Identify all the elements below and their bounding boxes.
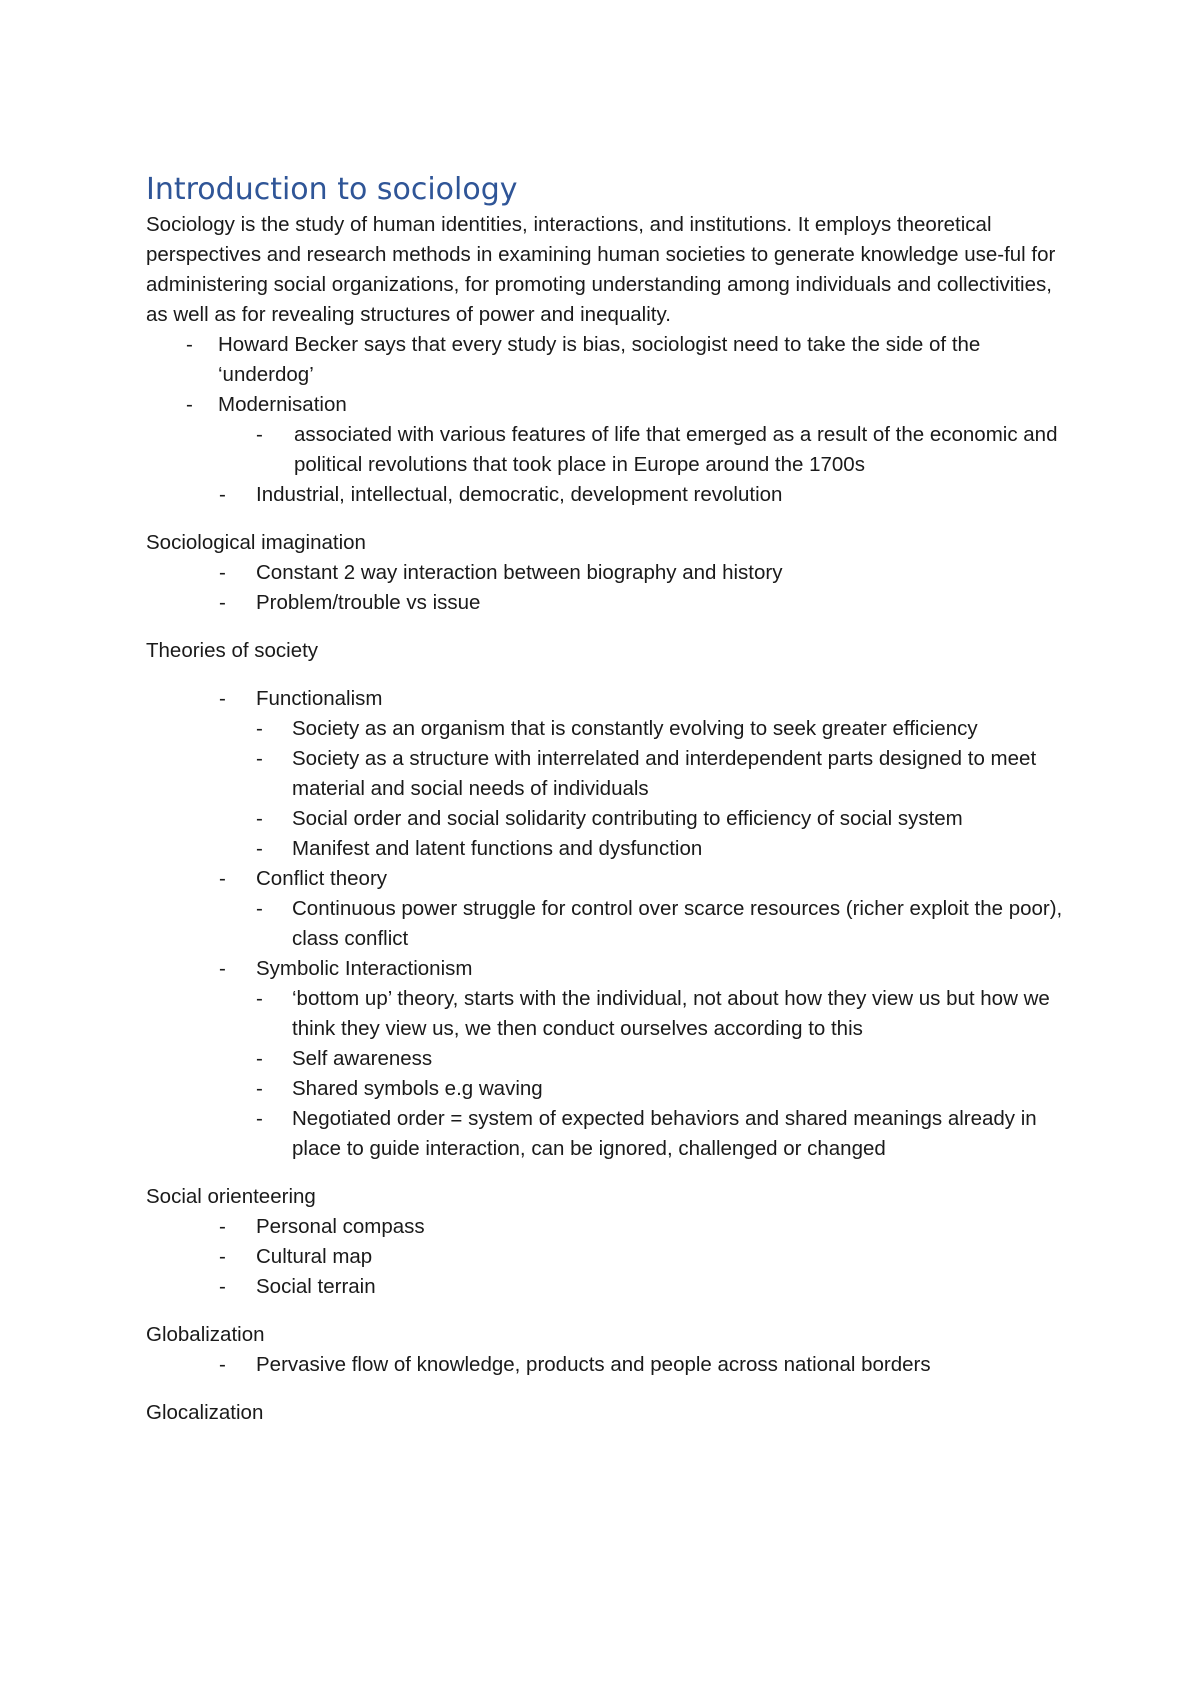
list-dash: -: [256, 897, 263, 920]
list-item-text: Industrial, intellectual, democratic, development revolution: [256, 483, 783, 506]
list-dash: -: [256, 807, 263, 830]
list-item-text: Pervasive flow of knowledge, products and people across national borders: [256, 1353, 931, 1376]
list-item-text: Manifest and latent functions and dysfunction: [292, 837, 703, 860]
list-item-text: Society as an organism that is constantly evolving to seek greater efficiency: [292, 717, 978, 740]
list-item: [146, 1272, 1076, 1302]
list-item-text: Society as a structure with interrelated and interdependent parts designed to meet material and social needs of individuals: [292, 747, 1037, 800]
list-item-text: Shared symbols e.g waving: [292, 1077, 543, 1100]
list-dash: -: [186, 333, 193, 356]
list-item: [146, 684, 1076, 714]
list-item: [146, 330, 1076, 390]
list-item: [146, 558, 1076, 588]
list-item: [146, 714, 1076, 744]
list-dash: -: [219, 1353, 226, 1376]
list-item: [146, 1350, 1076, 1380]
list-item: [146, 984, 1076, 1044]
list-item-text: Howard Becker says that every study is bias, sociologist need to take the side of the ‘underdog’: [218, 333, 981, 386]
list-item: [146, 894, 1076, 954]
list-item-text: Continuous power struggle for control over scarce resources (richer exploit the poor), class conflict: [292, 897, 1063, 950]
document-page: [146, 170, 1076, 1428]
list-dash: -: [256, 987, 263, 1010]
section-heading-glocalization: Glocalization: [146, 1401, 264, 1424]
section-heading-social-orienteering: Social orienteering: [146, 1185, 316, 1208]
list-dash: -: [219, 687, 226, 710]
list-item: [146, 390, 1076, 420]
list-dash: -: [256, 837, 263, 860]
list-dash: -: [256, 717, 263, 740]
section-heading-sociological-imagination: Sociological imagination: [146, 531, 366, 554]
list-dash: -: [256, 747, 263, 770]
list-item-text: Social order and social solidarity contributing to efficiency of social system: [292, 807, 963, 830]
list-item: [146, 480, 1076, 510]
section-heading-theories-of-society: Theories of society: [146, 639, 319, 662]
list-item: [146, 744, 1076, 804]
list-item-text: Constant 2 way interaction between biography and history: [256, 561, 783, 584]
list-item: [146, 588, 1076, 618]
list-dash: -: [219, 957, 226, 980]
list-item: [146, 420, 1076, 480]
list-item-text: Self awareness: [292, 1047, 433, 1070]
list-item: [146, 1104, 1076, 1164]
list-dash: -: [219, 561, 226, 584]
list-item: [146, 1242, 1076, 1272]
list-item-text: Modernisation: [218, 393, 347, 416]
list-item-text: Cultural map: [256, 1245, 373, 1268]
list-item: [146, 804, 1076, 834]
list-dash: -: [219, 483, 226, 506]
list-item: [146, 1212, 1076, 1242]
section-heading-globalization: Globalization: [146, 1323, 265, 1346]
list-item-text: Functionalism: [256, 687, 383, 710]
list-dash: -: [256, 1077, 263, 1100]
list-item-text: associated with various features of life that emerged as a result of the economic and political revolutions that took place in Europe around the 1700s: [294, 423, 1058, 476]
list-dash: -: [256, 423, 263, 446]
list-dash: -: [219, 1215, 226, 1238]
list-item: [146, 834, 1076, 864]
list-item: [146, 1044, 1076, 1074]
list-dash: -: [219, 867, 226, 890]
list-dash: -: [186, 393, 193, 416]
list-item-text: Social terrain: [256, 1275, 376, 1298]
list-item-text: Conflict theory: [256, 867, 388, 890]
list-dash: -: [256, 1107, 263, 1130]
list-item: [146, 954, 1076, 984]
document-title: Introduction to sociology: [146, 172, 518, 207]
list-dash: -: [219, 591, 226, 614]
list-item: [146, 1074, 1076, 1104]
list-item-text: Negotiated order = system of expected behaviors and shared meanings already in place to guide interaction, can be ignored, challenged or changed: [292, 1107, 1037, 1160]
list-dash: -: [219, 1245, 226, 1268]
list-item-text: Personal compass: [256, 1215, 425, 1238]
list-item: [146, 864, 1076, 894]
list-item-text: Problem/trouble vs issue: [256, 591, 481, 614]
list-item-text: ‘bottom up’ theory, starts with the individual, not about how they view us but how we think they view us, we then conduct ourselves according to this: [292, 987, 1050, 1040]
list-item-text: Symbolic Interactionism: [256, 957, 473, 980]
intro-paragraph: Sociology is the study of human identities, interactions, and institutions. It employs theoretical perspectives and research methods in examining human societies to generate knowledge use-ful for administering social organizations, for promoting understanding among individuals and collectivities, as well as for revealing structures of power and inequality.: [146, 213, 1056, 326]
list-dash: -: [219, 1275, 226, 1298]
list-dash: -: [256, 1047, 263, 1070]
